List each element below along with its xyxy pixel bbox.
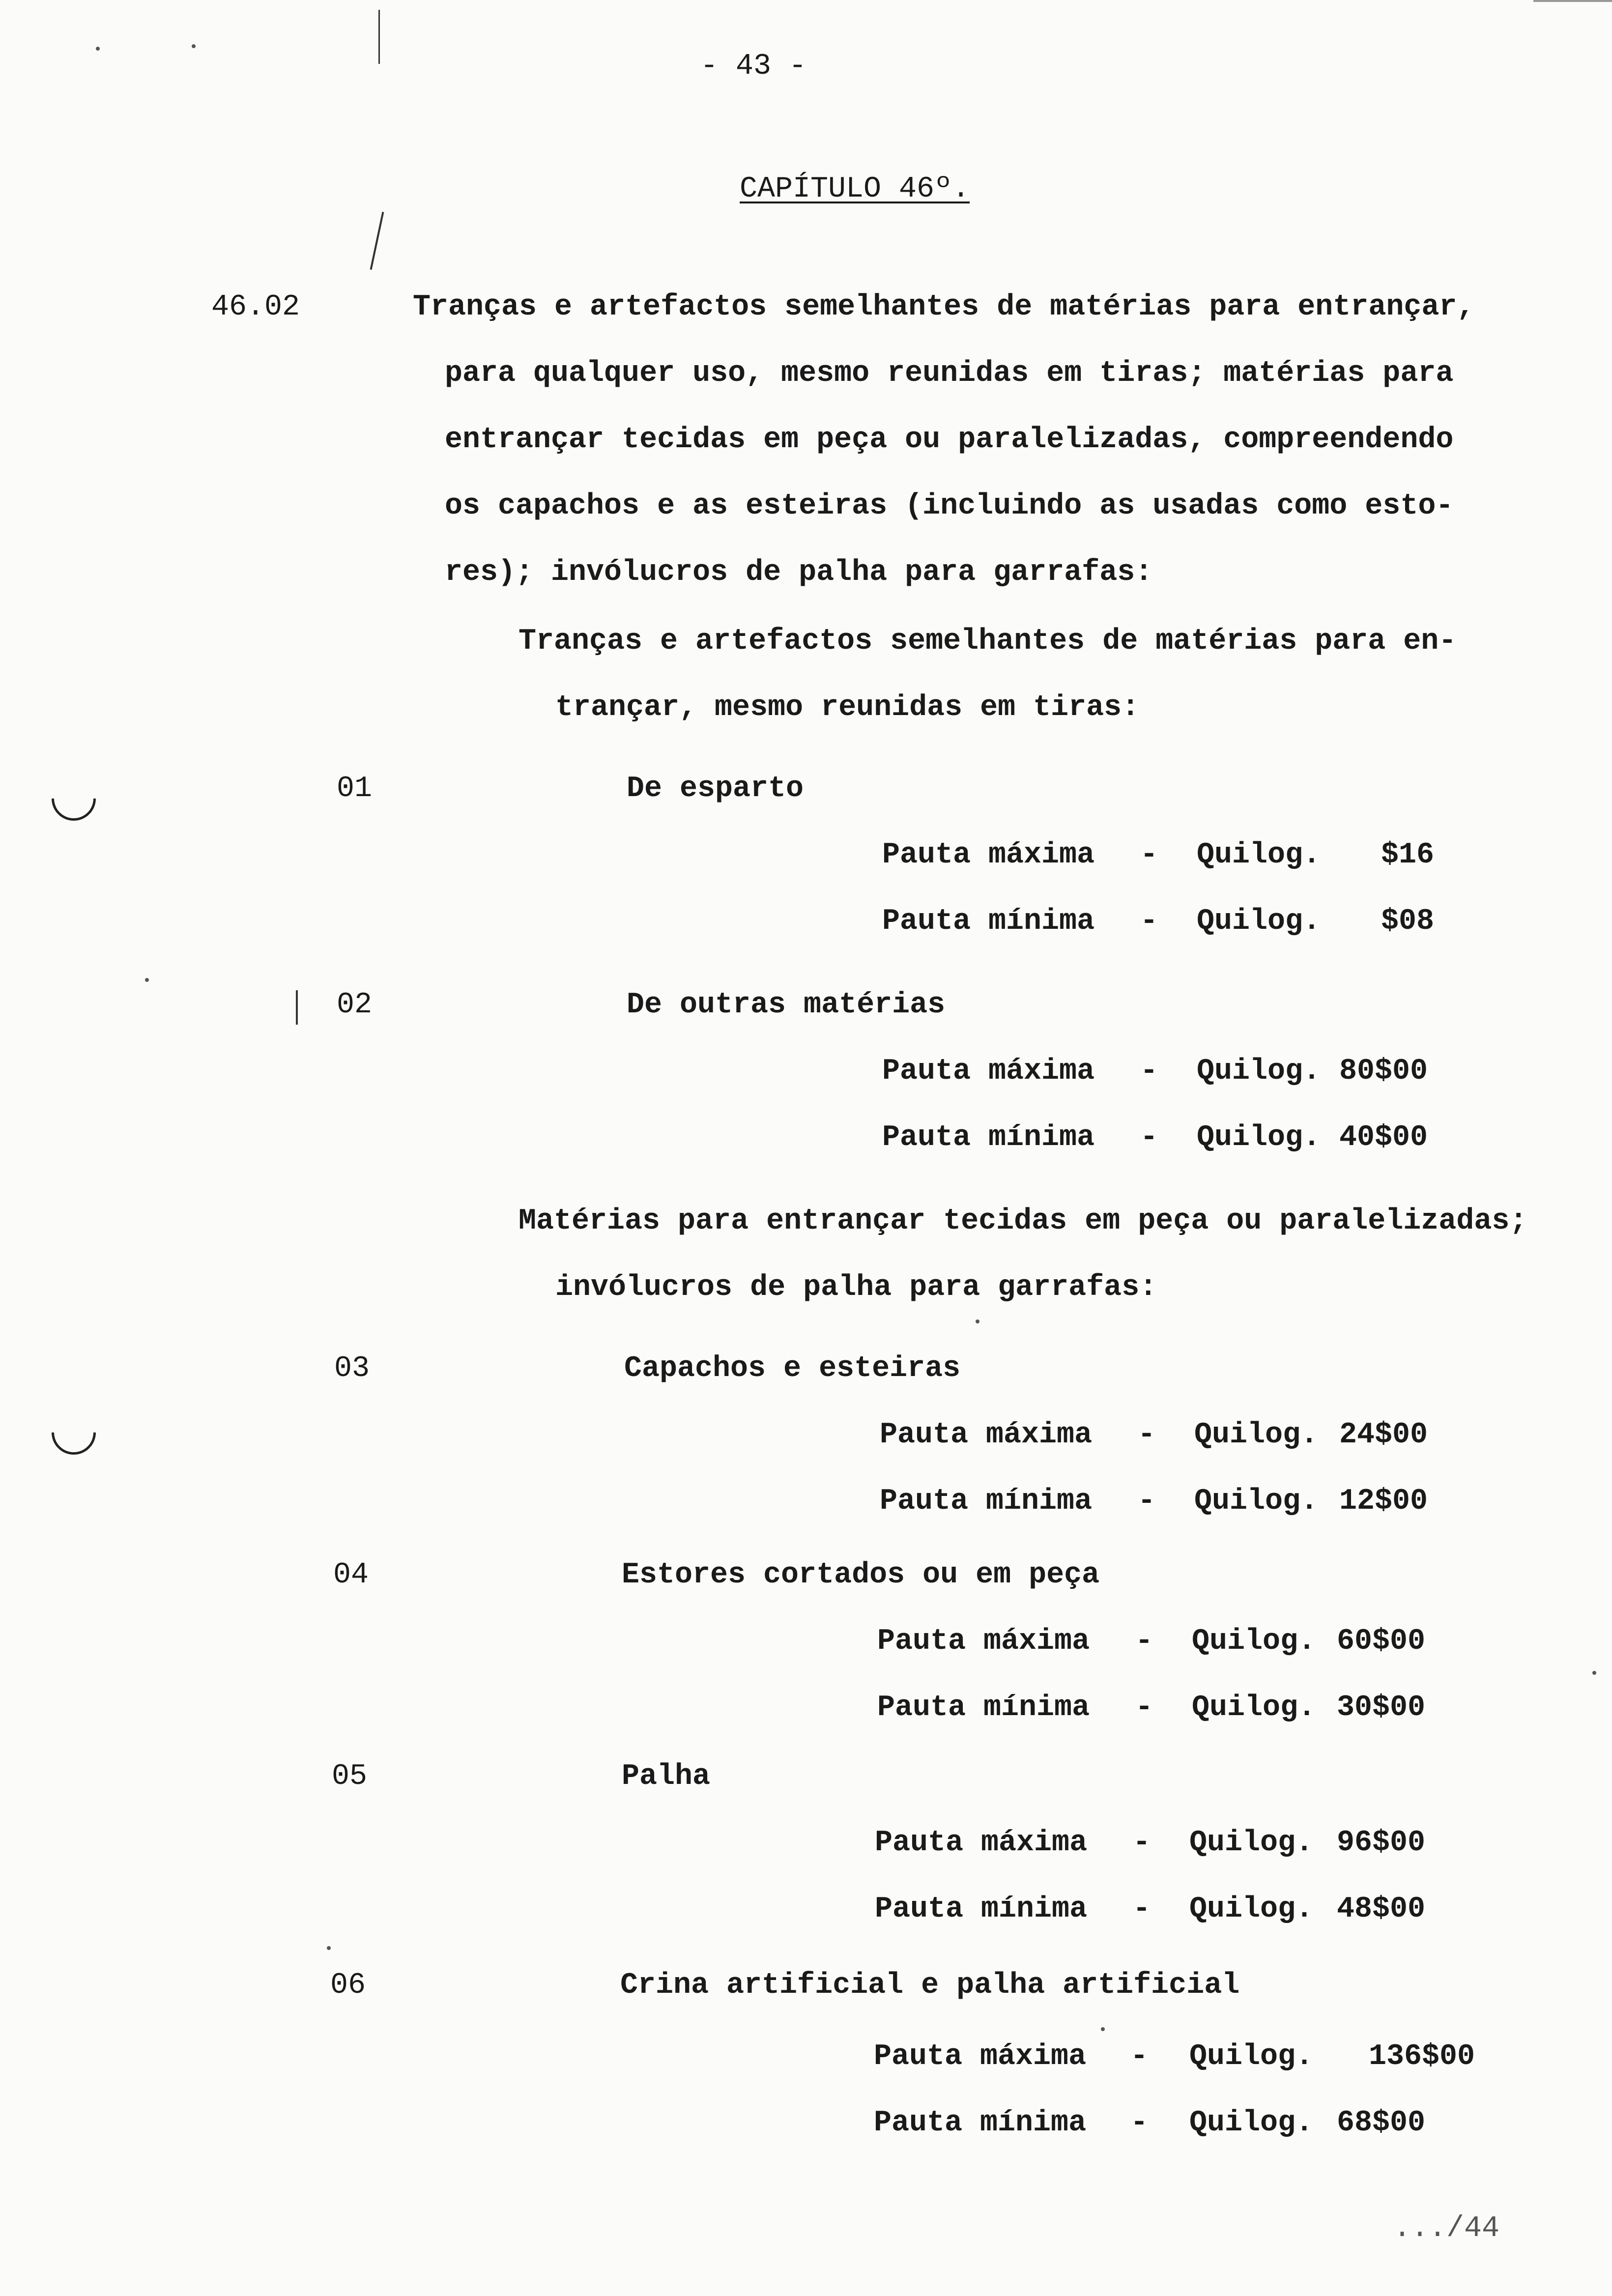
rate-label: Pauta mínima	[874, 2106, 1087, 2140]
item-name: De esparto	[627, 772, 804, 805]
rate-label: Pauta mínima	[880, 1485, 1093, 1518]
pencil-mark	[370, 212, 384, 270]
item-name: Crina artificial e palha artificial	[620, 1969, 1240, 2002]
item-name: Estores cortados ou em peça	[622, 1558, 1100, 1592]
group-heading-line: Tranças e artefactos semelhantes de matérias para en-	[518, 625, 1457, 658]
rate-unit: Quilog.	[1192, 1691, 1316, 1724]
rate-label: Pauta mínima	[882, 1121, 1095, 1154]
rate-dash: -	[1140, 838, 1158, 872]
rate-label: Pauta máxima	[875, 1826, 1088, 1860]
rate-price: 80$00	[1339, 1055, 1428, 1088]
rate-dash: -	[1140, 905, 1158, 938]
speck	[327, 1946, 331, 1950]
heading-line: para qualquer uso, mesmo reunidas em tiras; matérias para	[445, 357, 1454, 390]
rate-label: Pauta mínima	[875, 1893, 1088, 1926]
speck	[1592, 1671, 1596, 1675]
pencil-mark	[296, 990, 298, 1025]
rate-price: 48$00	[1337, 1893, 1426, 1926]
punch-hole-shadow	[42, 767, 105, 830]
heading-line: res); invólucros de palha para garrafas:	[445, 556, 1153, 589]
rate-unit: Quilog.	[1192, 1625, 1316, 1658]
continuation-marker: .../44	[1393, 2212, 1500, 2245]
speck	[96, 47, 100, 51]
rate-price: $08	[1381, 905, 1435, 938]
rate-label: Pauta máxima	[882, 1055, 1095, 1088]
rate-price: 24$00	[1339, 1418, 1428, 1452]
rate-dash: -	[1130, 2106, 1149, 2140]
punch-hole-shadow	[42, 1401, 105, 1464]
rate-dash: -	[1135, 1691, 1153, 1724]
rate-unit: Quilog.	[1194, 1485, 1319, 1518]
item-code: 02	[337, 988, 373, 1022]
rate-dash: -	[1133, 1893, 1151, 1926]
item-code: 01	[337, 772, 373, 805]
rate-dash: -	[1138, 1418, 1156, 1452]
item-name: Palha	[622, 1760, 711, 1793]
rate-unit: Quilog.	[1197, 1121, 1321, 1154]
chapter-title: CAPÍTULO 46º.	[740, 172, 970, 206]
rate-price: 30$00	[1337, 1691, 1426, 1724]
pencil-mark	[378, 10, 380, 64]
rate-label: Pauta máxima	[874, 2040, 1087, 2073]
group-heading-line: invólucros de palha para garrafas:	[555, 1271, 1157, 1304]
rate-unit: Quilog.	[1189, 2040, 1314, 2073]
heading-code: 46.02	[211, 290, 300, 324]
item-name: Capachos e esteiras	[624, 1352, 961, 1385]
rate-price: 60$00	[1337, 1625, 1426, 1658]
rate-unit: Quilog.	[1189, 2106, 1314, 2140]
edge-line	[1533, 0, 1612, 2]
heading-line: os capachos e as esteiras (incluindo as usadas como esto-	[445, 489, 1454, 523]
rate-dash: -	[1140, 1055, 1158, 1088]
rate-price: 40$00	[1339, 1121, 1428, 1154]
heading-line: Tranças e artefactos semelhantes de matérias para entrançar,	[413, 290, 1475, 324]
speck	[145, 978, 149, 982]
rate-price: 68$00	[1337, 2106, 1426, 2140]
rate-dash: -	[1140, 1121, 1158, 1154]
rate-label: Pauta máxima	[880, 1418, 1093, 1452]
rate-price: 136$00	[1369, 2040, 1475, 2073]
group-heading-line: trançar, mesmo reunidas em tiras:	[555, 691, 1140, 724]
rate-unit: Quilog.	[1189, 1893, 1314, 1926]
item-code: 04	[333, 1558, 369, 1592]
item-code: 06	[330, 1969, 366, 2002]
page-number: - 43 -	[700, 50, 807, 83]
item-name: De outras matérias	[627, 988, 946, 1022]
rate-dash: -	[1135, 1625, 1153, 1658]
rate-label: Pauta máxima	[877, 1625, 1090, 1658]
item-code: 03	[334, 1352, 370, 1385]
speck	[192, 44, 196, 48]
rate-price: 12$00	[1339, 1485, 1428, 1518]
group-heading-line: Matérias para entrançar tecidas em peça ou paralelizadas;	[518, 1205, 1527, 1238]
rate-label: Pauta mínima	[877, 1691, 1090, 1724]
rate-dash: -	[1130, 2040, 1149, 2073]
rate-unit: Quilog.	[1197, 1055, 1321, 1088]
item-code: 05	[332, 1760, 368, 1793]
rate-dash: -	[1133, 1826, 1151, 1860]
rate-unit: Quilog.	[1197, 905, 1321, 938]
rate-label: Pauta mínima	[882, 905, 1095, 938]
rate-unit: Quilog.	[1189, 1826, 1314, 1860]
rate-label: Pauta máxima	[882, 838, 1095, 872]
rate-price: $16	[1381, 838, 1435, 872]
heading-line: entrançar tecidas em peça ou paralelizadas, compreendendo	[445, 423, 1454, 457]
rate-unit: Quilog.	[1194, 1418, 1319, 1452]
rate-dash: -	[1138, 1485, 1156, 1518]
speck	[976, 1320, 979, 1323]
rate-unit: Quilog.	[1197, 838, 1321, 872]
speck	[1101, 2027, 1105, 2031]
rate-price: 96$00	[1337, 1826, 1426, 1860]
